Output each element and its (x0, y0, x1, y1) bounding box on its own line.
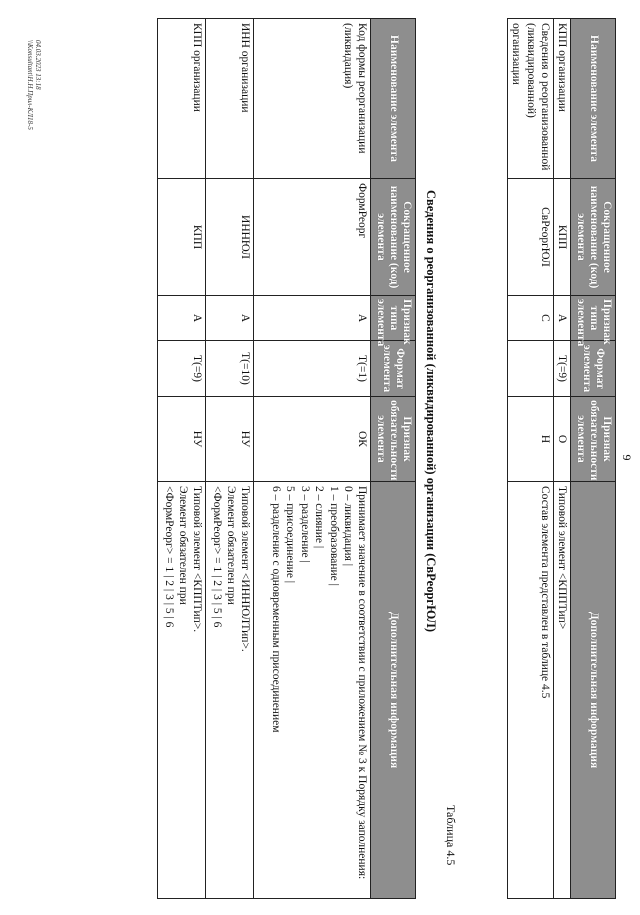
table-row (553, 19, 570, 899)
cell-code: ИННЮЛ (206, 179, 254, 296)
info-line: Типовой элемент <ИННЮЛТип>. (239, 486, 252, 652)
cell-code: ФормРеорг (254, 179, 371, 296)
table-row (158, 19, 206, 899)
info-line: 6 – разделение с одновременным присоединением (270, 486, 283, 733)
cell-name: КПП организации (158, 19, 206, 179)
table-label: Таблица 4.5 (444, 805, 458, 866)
info-line: 1 – преобразование | (327, 486, 340, 586)
header-info: Дополнительная информация (371, 482, 416, 899)
cell-type: А (158, 296, 206, 341)
table-row (254, 19, 371, 899)
info-line: 0 – ликвидация | (341, 486, 354, 567)
cell-required: НУ (158, 397, 206, 482)
cell-name: КПП организации (553, 19, 570, 179)
header-row (571, 19, 616, 899)
print-stamp (25, 40, 42, 130)
header-format: Формат элемента (371, 341, 416, 397)
cell-format: T(=9) (553, 341, 570, 397)
cell-type: А (254, 296, 371, 341)
cell-name: ИНН организации (206, 19, 254, 179)
header-name: Наименование элемента (371, 19, 416, 179)
cell-type: А (206, 296, 254, 341)
table-title: Сведения о реорганизованной (ликвидированной) организации (СвРеоргЮЛ) (424, 190, 438, 632)
info-line: <ФормРеорг> = 1 | 2 | 3 | 5 | 6 (210, 486, 223, 628)
cell-code: КПП (158, 179, 206, 296)
header-code: Сокращенное наименование (код) элемента (571, 179, 616, 296)
header-row (371, 19, 416, 899)
cell-info: Типовой элемент <КППТип> (553, 482, 570, 899)
cell-type: А (553, 296, 570, 341)
table-row (206, 19, 254, 899)
header-required: Признак обязательности элемента (371, 397, 416, 482)
header-format: Формат элемента (571, 341, 616, 397)
info-line: 2 – слияние | (313, 486, 326, 549)
table-row (507, 19, 553, 899)
cell-name: Код формы реорганизации (ликвидация) (254, 19, 371, 179)
header-info: Дополнительная информация (571, 482, 616, 899)
cell-format: T(=10) (206, 341, 254, 397)
page-number: 9 (620, 454, 634, 461)
cell-required: ОК (254, 397, 371, 482)
cell-format (507, 341, 553, 397)
cell-type: С (507, 296, 553, 341)
cell-info: Состав элемента представлен в таблице 4.5 (507, 482, 553, 899)
header-type: Признак типа элемента (371, 296, 416, 341)
info-line: Принимает значение в соответствии с приложением № 3 к Порядку заполнения: (356, 486, 369, 880)
cell-name: Сведения о реорганизованной (ликвидированной) организации (507, 19, 553, 179)
header-required: Признак обязательности элемента (571, 397, 616, 482)
cell-info (158, 482, 206, 899)
cell-format: T(=9) (158, 341, 206, 397)
info-line: Элемент обязателен при (176, 486, 189, 605)
info-line: <ФормРеорг> = 1 | 2 | 3 | 5 | 6 (162, 486, 175, 628)
info-line: 5 – присоединение | (284, 486, 297, 584)
cell-required: О (553, 397, 570, 482)
table-main (157, 18, 416, 899)
table-top (507, 18, 616, 899)
stamp-line: 04.03.2023 13:18 (34, 40, 42, 90)
cell-required: НУ (206, 397, 254, 482)
cell-format: T(=1) (254, 341, 371, 397)
header-code: Сокращенное наименование (код) элемента (371, 179, 416, 296)
header-name: Наименование элемента (571, 19, 616, 179)
cell-info (206, 482, 254, 899)
cell-required: Н (507, 397, 553, 482)
cell-code: КПП (553, 179, 570, 296)
header-type: Признак типа элемента (571, 296, 616, 341)
info-line: 3 – разделение | (298, 486, 311, 563)
cell-code: СвРеоргЮЛ (507, 179, 553, 296)
cell-info (254, 482, 371, 899)
stamp-line: \\Konsultant\Н.Н.Прил-КЛ18-5 (25, 40, 34, 130)
info-line: Элемент обязателен при (224, 486, 237, 605)
info-line: Типовой элемент <КППТип>. (191, 486, 204, 633)
